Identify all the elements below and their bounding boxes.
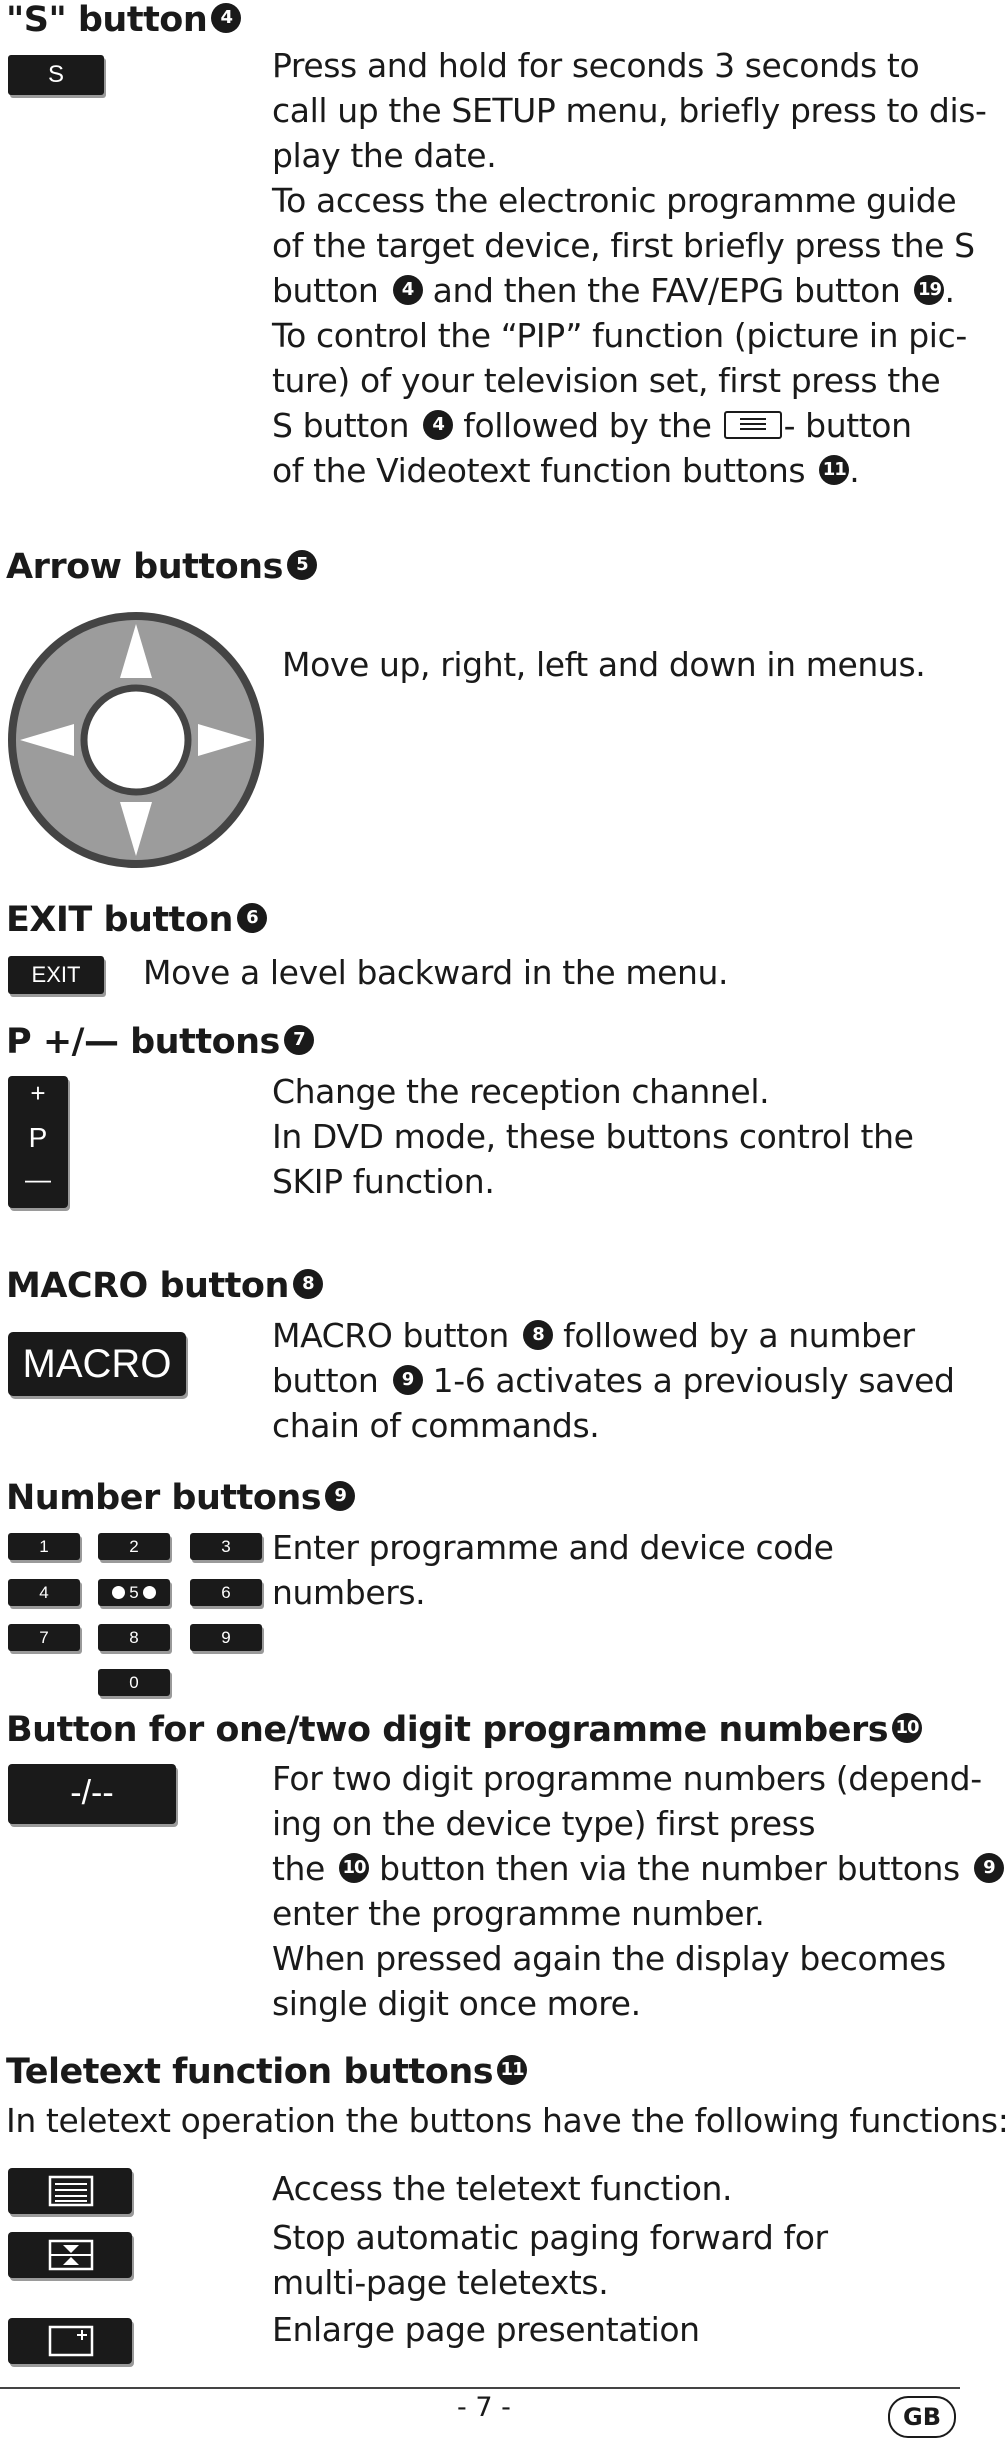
exit-key-icon: EXIT xyxy=(8,956,104,994)
ref-badge: 4 xyxy=(393,275,423,305)
s-button-description: Press and hold for seconds 3 seconds to call up the SETUP menu, briefly press to dis- play the date. To access the electronic programme guide of the target device, first briefly press the S button 4 and then the FAV/EPG button 19 . To control the “PIP” function (picture in pic- ture) of your television set, first press the S button 4 followed by the - button of the Videotext function buttons 11 . xyxy=(272,46,987,490)
ref-badge: 6 xyxy=(237,903,267,933)
p-label: P xyxy=(28,1122,48,1153)
p-buttons-heading: P +/— buttons 7 xyxy=(6,1022,314,1062)
number-key-3: 3 xyxy=(190,1533,262,1560)
enlarge-page-icon xyxy=(8,2318,132,2364)
arrow-buttons-description: Move up, right, left and down in menus. xyxy=(282,645,926,684)
teletext-buttons-description: Access the teletext function. Stop automatic paging forward for multi-page teletexts. Enlarge page presentation xyxy=(272,2169,828,2349)
teletext-key-icon xyxy=(8,2168,132,2214)
s-button-heading: "S" button 4 xyxy=(6,0,241,40)
ref-badge: 9 xyxy=(974,1853,1004,1883)
number-buttons-heading: Number buttons 9 xyxy=(6,1478,355,1518)
teletext-intro: In teletext operation the buttons have the following functions: xyxy=(6,2101,1008,2140)
arrow-pad-icon xyxy=(6,610,266,870)
ref-badge: 11 xyxy=(819,455,849,485)
ref-badge: 5 xyxy=(287,550,317,580)
ref-badge: 19 xyxy=(914,275,944,305)
hold-page-icon xyxy=(8,2232,132,2278)
ref-badge: 8 xyxy=(293,1269,323,1299)
macro-button-heading: MACRO button 8 xyxy=(6,1266,323,1306)
language-badge: GB xyxy=(888,2396,956,2438)
ref-badge: 10 xyxy=(892,1713,922,1743)
arrow-buttons-heading: Arrow buttons 5 xyxy=(6,547,317,587)
teletext-buttons-heading: Teletext function buttons 11 xyxy=(6,2052,527,2092)
ref-badge: 4 xyxy=(211,3,241,33)
macro-button-description: MACRO button 8 followed by a number button 9 1-6 activates a previously saved chain of commands. xyxy=(272,1316,955,1445)
number-key-2: 2 xyxy=(98,1533,170,1560)
s-key-icon: S xyxy=(8,55,104,95)
number-key-5: 5 xyxy=(98,1579,170,1606)
digit-button-description: For two digit programme numbers (depend- ing on the device type) first press the 10 button then via the number buttons 9 enter the programme number. When pressed again the display becomes single digit once more. xyxy=(272,1756,1004,2026)
number-key-8: 8 xyxy=(98,1624,170,1651)
number-key-1: 1 xyxy=(8,1533,80,1560)
plus-icon: + xyxy=(30,1078,46,1108)
teletext-icon xyxy=(724,411,782,439)
minus-icon: — xyxy=(25,1164,51,1194)
ref-badge: 11 xyxy=(497,2055,527,2085)
number-key-4: 4 xyxy=(8,1579,80,1606)
number-key-9: 9 xyxy=(190,1624,262,1651)
macro-key-icon: MACRO xyxy=(8,1332,186,1396)
p-plus-minus-key-icon xyxy=(8,1076,68,1208)
exit-button-description: Move a level backward in the menu. xyxy=(143,953,729,992)
p-buttons-description: Change the reception channel. In DVD mode, these buttons control the SKIP function. xyxy=(272,1072,914,1201)
number-key-7: 7 xyxy=(8,1624,80,1651)
exit-button-heading: EXIT button 6 xyxy=(6,900,267,940)
teletext-lines-icon xyxy=(8,2168,132,2214)
ref-badge: 10 xyxy=(339,1853,369,1883)
ref-badge: 9 xyxy=(325,1481,355,1511)
digit-key-icon: -/-- xyxy=(8,1764,176,1824)
dot-icon xyxy=(143,1586,156,1599)
number-key-6: 6 xyxy=(190,1579,262,1606)
page-number: - 7 - xyxy=(457,2392,511,2423)
hold-key-icon xyxy=(8,2232,132,2278)
footer-divider xyxy=(0,2387,960,2389)
ref-badge: 8 xyxy=(523,1320,553,1350)
ref-badge: 4 xyxy=(423,410,453,440)
ref-badge: 7 xyxy=(284,1025,314,1055)
digit-button-heading: Button for one/two digit programme numbers 10 xyxy=(6,1710,922,1750)
number-buttons-description: Enter programme and device code numbers. xyxy=(272,1528,834,1612)
enlarge-key-icon xyxy=(8,2318,132,2364)
ref-badge: 9 xyxy=(393,1365,423,1395)
number-key-0: 0 xyxy=(98,1669,170,1696)
dot-icon xyxy=(112,1586,125,1599)
